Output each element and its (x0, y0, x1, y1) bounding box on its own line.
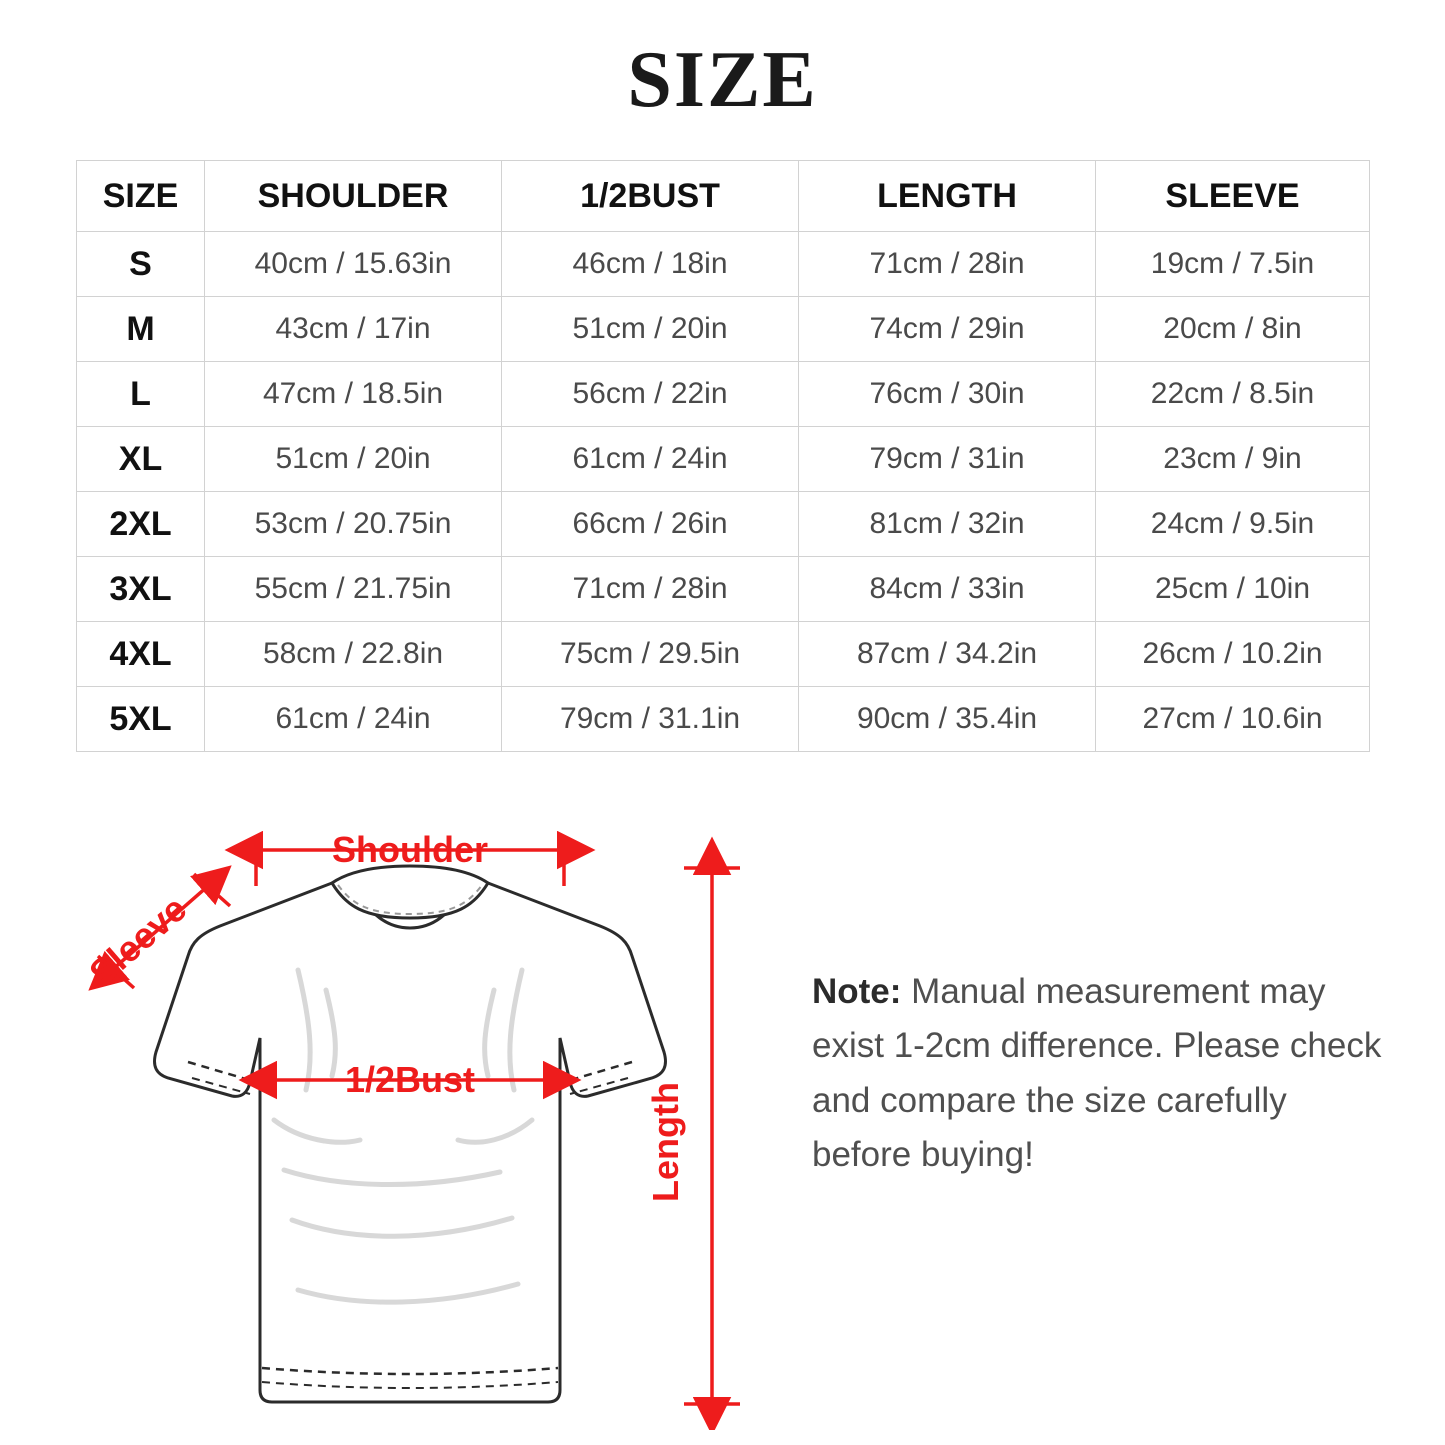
tshirt-illustration (60, 790, 800, 1430)
cell-bust: 46cm / 18in (502, 232, 799, 297)
cell-size: L (77, 362, 205, 427)
cell-length: 87cm / 34.2in (799, 622, 1096, 687)
cell-sleeve: 27cm / 10.6in (1096, 687, 1370, 752)
size-chart-table (76, 160, 1370, 752)
table-row (77, 622, 1370, 687)
note-label: Note: (812, 972, 902, 1011)
cell-sleeve: 20cm / 8in (1096, 297, 1370, 362)
cell-shoulder: 53cm / 20.75in (205, 492, 502, 557)
label-shoulder: Shoulder (331, 829, 489, 870)
label-length: Length (645, 1082, 686, 1202)
cell-length: 71cm / 28in (799, 232, 1096, 297)
table-row (77, 557, 1370, 622)
cell-bust: 51cm / 20in (502, 297, 799, 362)
table-row (77, 492, 1370, 557)
cell-sleeve: 25cm / 10in (1096, 557, 1370, 622)
cell-shoulder: 55cm / 21.75in (205, 557, 502, 622)
table-row (77, 232, 1370, 297)
cell-sleeve: 26cm / 10.2in (1096, 622, 1370, 687)
column-header-sleeve: SLEEVE (1096, 161, 1370, 232)
cell-bust: 75cm / 29.5in (502, 622, 799, 687)
cell-shoulder: 40cm / 15.63in (205, 232, 502, 297)
cell-sleeve: 22cm / 8.5in (1096, 362, 1370, 427)
page-title: SIZE (627, 36, 818, 124)
cell-length: 84cm / 33in (799, 557, 1096, 622)
column-header-bust: 1/2BUST (502, 161, 799, 232)
cell-shoulder: 47cm / 18.5in (205, 362, 502, 427)
label-sleeve: Sleeve (81, 887, 195, 994)
table-row (77, 687, 1370, 752)
cell-shoulder: 61cm / 24in (205, 687, 502, 752)
cell-shoulder: 51cm / 20in (205, 427, 502, 492)
cell-size: M (77, 297, 205, 362)
cell-length: 90cm / 35.4in (799, 687, 1096, 752)
table-row (77, 297, 1370, 362)
cell-length: 79cm / 31in (799, 427, 1096, 492)
column-header-length: LENGTH (799, 161, 1096, 232)
cell-shoulder: 43cm / 17in (205, 297, 502, 362)
tshirt-outline (155, 866, 666, 1402)
cell-size: 4XL (77, 622, 205, 687)
cell-size: S (77, 232, 205, 297)
table-row (77, 427, 1370, 492)
note-block (812, 965, 1392, 1182)
cell-bust: 79cm / 31.1in (502, 687, 799, 752)
cell-size: 2XL (77, 492, 205, 557)
table-header-row (77, 161, 1370, 232)
cell-sleeve: 19cm / 7.5in (1096, 232, 1370, 297)
cell-bust: 61cm / 24in (502, 427, 799, 492)
cell-sleeve: 24cm / 9.5in (1096, 492, 1370, 557)
note-text: Manual measurement may exist 1-2cm difference. Please check and compare the size carefully before buying! (812, 972, 1382, 1174)
cell-bust: 66cm / 26in (502, 492, 799, 557)
cell-length: 74cm / 29in (799, 297, 1096, 362)
cell-length: 76cm / 30in (799, 362, 1096, 427)
cell-sleeve: 23cm / 9in (1096, 427, 1370, 492)
cell-length: 81cm / 32in (799, 492, 1096, 557)
cell-size: 3XL (77, 557, 205, 622)
cell-bust: 56cm / 22in (502, 362, 799, 427)
column-header-size: SIZE (77, 161, 205, 232)
cell-shoulder: 58cm / 22.8in (205, 622, 502, 687)
table-row (77, 362, 1370, 427)
cell-size: XL (77, 427, 205, 492)
column-header-shoulder: SHOULDER (205, 161, 502, 232)
cell-bust: 71cm / 28in (502, 557, 799, 622)
label-bust: 1/2Bust (344, 1059, 476, 1100)
cell-size: 5XL (77, 687, 205, 752)
